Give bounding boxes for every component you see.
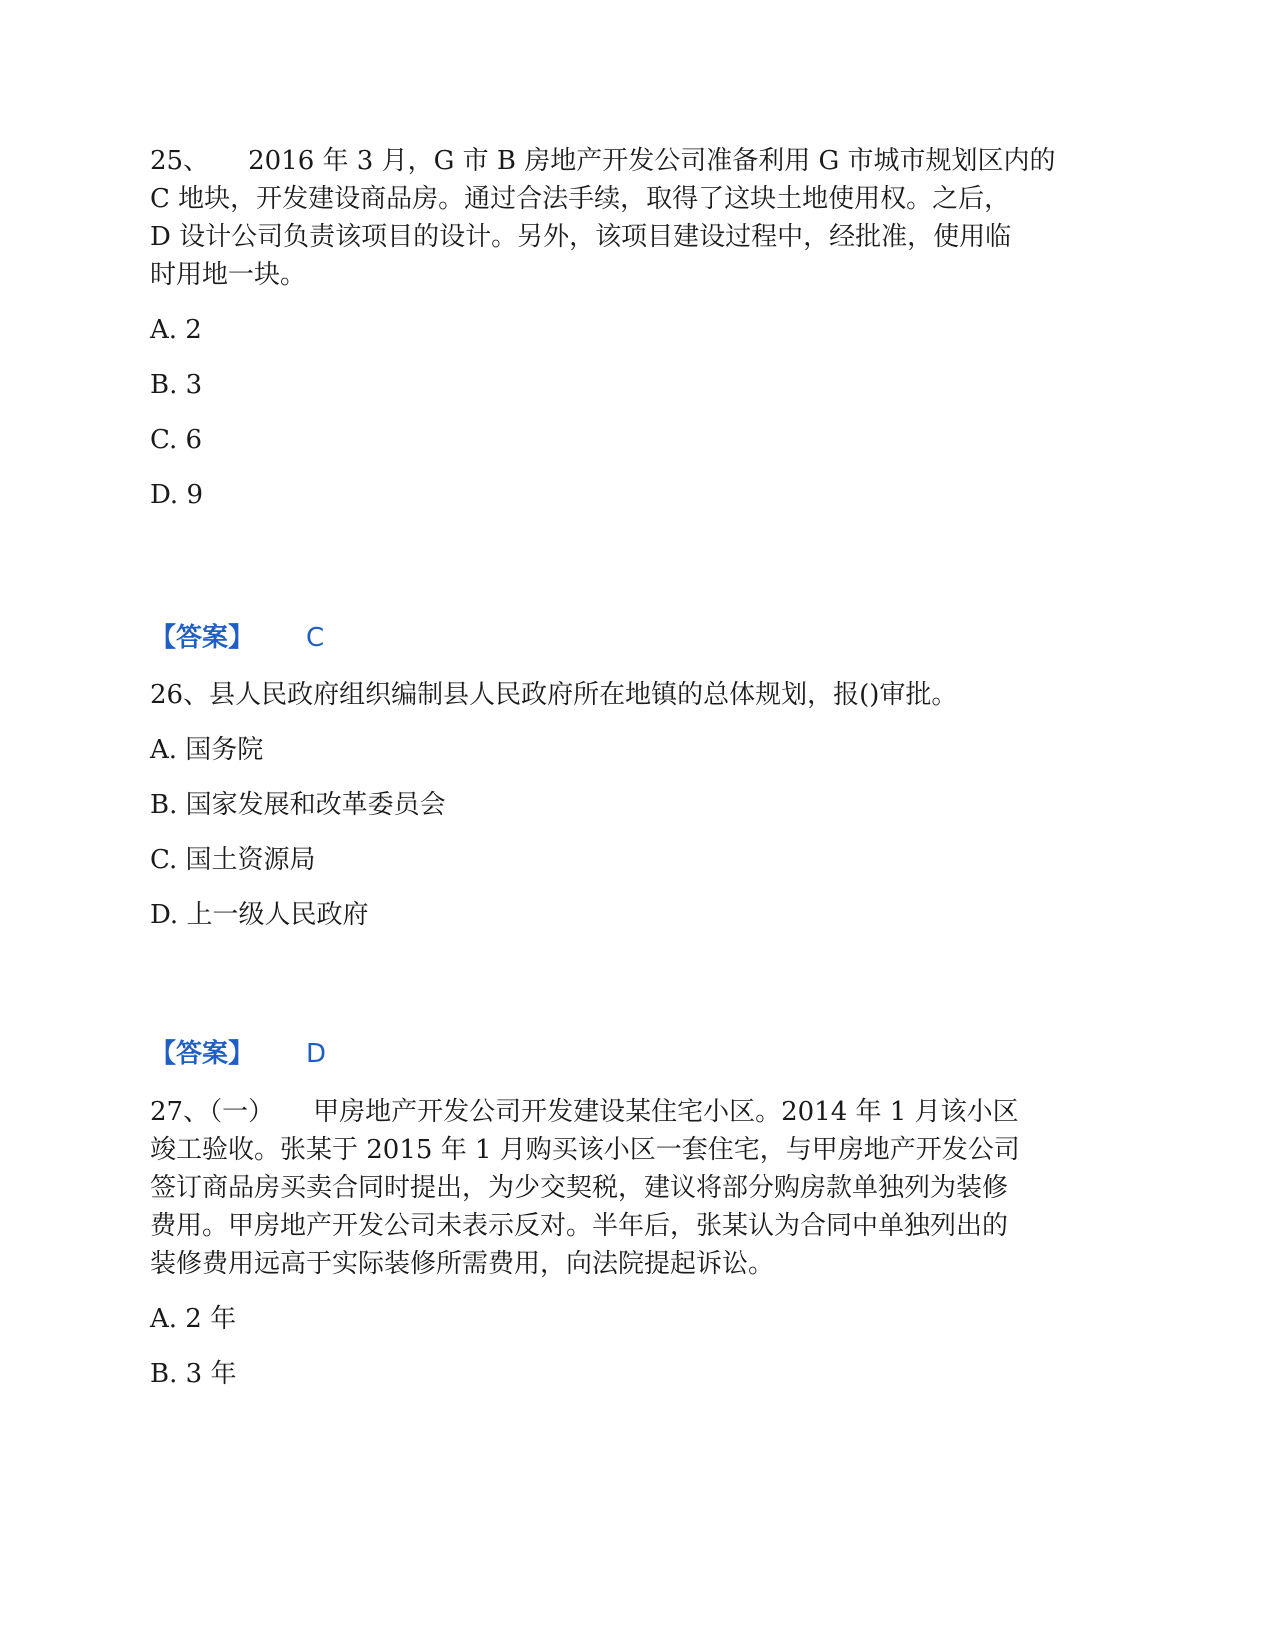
answer-value: C (306, 623, 325, 653)
option-d: D. 9 (150, 480, 203, 510)
option-b: B. 3 年 (150, 1359, 237, 1389)
question-27-stem: 27、（一） 甲房地产开发公司开发建设某住宅小区。2014 年 1 月该小区 竣工验收。张某于 2015 年 1 月购买该小区一套住宅，与甲房地产开发公司 签订商品房买卖合同时提出，为少交契税，建议将部分购房款单独列为装修 费用。甲房地产开发公司未表示反对。半年后，张某认为合同中单独列出的 装修费用远高于实际装修所需费用，向法院提起诉讼。 (150, 1097, 1020, 1279)
option-d: D. 上一级人民政府 (150, 900, 369, 930)
question-25 (150, 142, 1130, 514)
option-c: C. 6 (150, 425, 203, 455)
question-26-options (150, 731, 1130, 934)
answer-26 (150, 1035, 326, 1073)
option-a: A. 2 (150, 315, 202, 345)
question-25-stem: 25、 2016 年 3 月，G 市 B 房地产开发公司准备利用 G 市城市规划区内的 C 地块，开发建设商品房。通过合法手续，取得了这块土地使用权。之后， D 设计公司负责该项目的设计。另外，该项目建设过程中，经批准，使用临 时用地一块。 (150, 146, 1056, 290)
question-26-stem: 26、县人民政府组织编制县人民政府所在地镇的总体规划，报()审批。 (150, 680, 958, 710)
question-27-options (150, 1300, 1130, 1393)
option-b: B. 国家发展和改革委员会 (150, 790, 446, 820)
option-b: B. 3 (150, 370, 203, 400)
option-a: A. 国务院 (150, 735, 264, 765)
question-25-options (150, 311, 1130, 514)
question-27 (150, 1093, 1130, 1393)
option-c: C. 国土资源局 (150, 845, 316, 875)
answer-tag: 【答案】 (150, 1039, 255, 1069)
answer-value: D (306, 1039, 327, 1069)
question-26 (150, 676, 1130, 934)
answer-tag: 【答案】 (150, 623, 255, 653)
answer-25 (150, 619, 324, 657)
option-a: A. 2 年 (150, 1304, 237, 1334)
